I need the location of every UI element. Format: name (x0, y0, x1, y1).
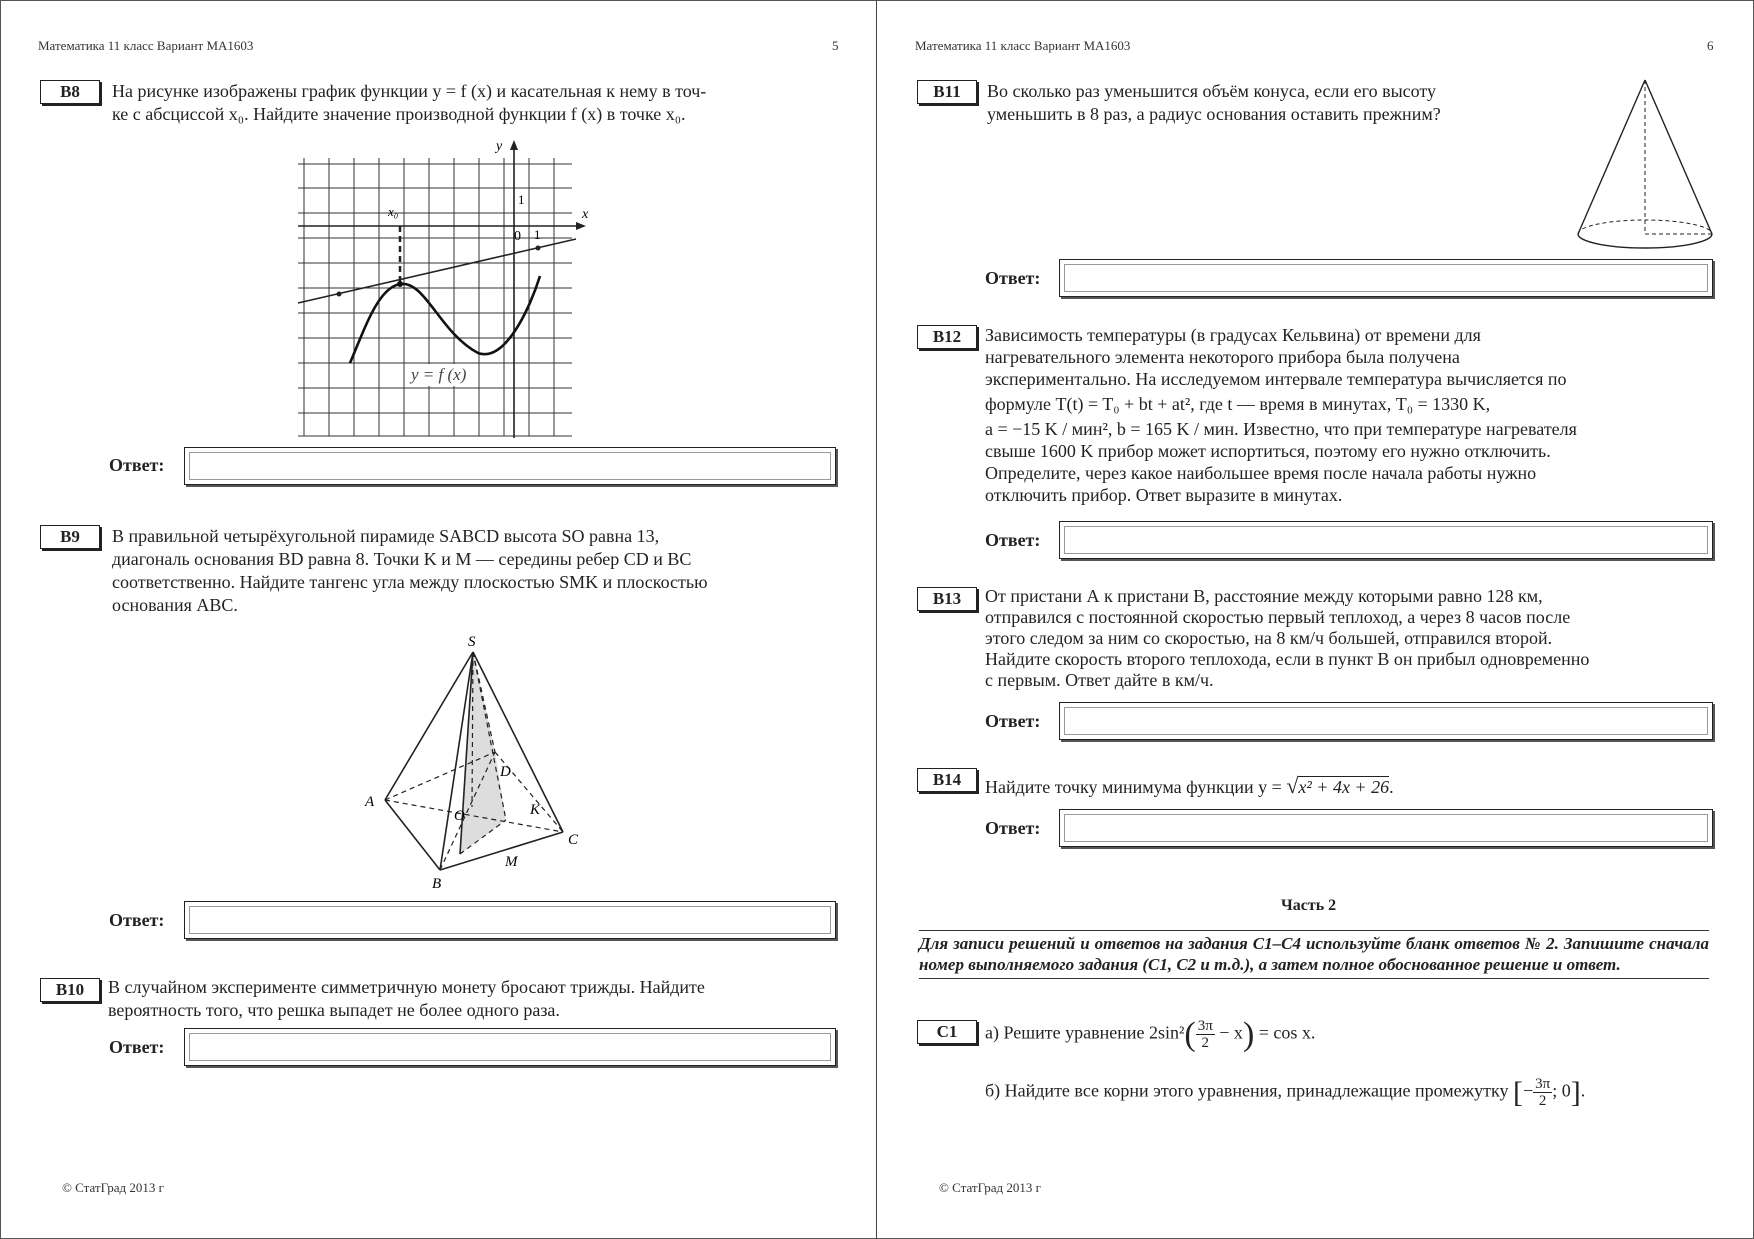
task-text-line: нагревательного элемента некоторого прибора была получена (985, 347, 1460, 367)
y-unit-label: 1 (518, 192, 525, 207)
c1a-text-pre: а) Решите уравнение 2sin² (985, 1022, 1185, 1043)
answer-input-b14[interactable] (1059, 809, 1713, 847)
task-text-line: Найдите скорость второго теплохода, если в пункт В он прибыл одновременно (985, 649, 1590, 669)
answer-input-b10[interactable] (184, 1028, 836, 1066)
task-text-b11 (987, 80, 1489, 126)
task-text-b9 (112, 525, 834, 617)
task-text-line: с первым. Ответ дайте в км/ч. (985, 670, 1214, 690)
point-label-M: M (505, 854, 518, 870)
c1a-text-post: = cos x. (1258, 1022, 1316, 1043)
task-text-b14 (985, 774, 1715, 799)
answer-input-b12[interactable] (1059, 521, 1713, 559)
y-axis-label: y (496, 139, 503, 154)
task-text-line: этого следом за ним со скоростью, на 8 км/ч большей, отправился второй. (985, 628, 1553, 648)
page-footer: © СтатГрад 2013 г (939, 1180, 1041, 1195)
part2-instructions: Для записи решений и ответов на задания C1–C4 используйте бланк ответов № 2. Запишите сначала номер выполняемого задания (C1, C2 и т.д.), а затем полное обоснованное решение и ответ. (919, 930, 1709, 979)
answer-label-b8: Ответ: (109, 455, 165, 475)
answer-label-b11: Ответ: (985, 268, 1041, 288)
paren-open: ( (1184, 1016, 1196, 1053)
cone-figure (1572, 76, 1722, 256)
task-text-c1a (985, 1018, 1715, 1051)
x-axis-label: x (582, 207, 589, 222)
task-text-b13 (985, 586, 1715, 691)
answer-input-b13[interactable] (1059, 702, 1713, 740)
c1b-text-pre: б) Найдите все корни этого уравнения, принадлежащие промежутку (985, 1080, 1509, 1101)
c1a-text-mid: − x (1219, 1022, 1243, 1043)
vertex-label-D: D (500, 764, 511, 780)
task-text-b10 (108, 976, 838, 1022)
task-label-b9: B9 (40, 525, 100, 549)
answer-label-b9: Ответ: (109, 910, 165, 930)
task-text-line: ке с абсциссой x₀. Найдите значение производной функции f (x) в точке x₀. (112, 104, 686, 124)
task-text-line: Определите, через какое наибольшее время после начала работы нужно (985, 463, 1537, 483)
point-label-K: K (530, 802, 541, 818)
task-text-line: вероятность того, что решка выпадет не более одного раза. (108, 1000, 560, 1020)
point-label-O: O (454, 808, 465, 824)
task-text-b8 (112, 80, 834, 126)
page-number: 6 (1707, 38, 1714, 53)
page-footer: © СтатГрад 2013 г (62, 1180, 164, 1195)
answer-input-b11[interactable] (1059, 259, 1713, 297)
bracket-open: [ (1512, 1076, 1523, 1109)
paren-close: ) (1242, 1016, 1255, 1053)
vertex-label-B: B (432, 876, 442, 892)
origin-label: 0 (514, 229, 521, 244)
task-text-line: На рисунке изображены график функции y = f (x) и касательная к нему в точ- (112, 81, 707, 101)
task-text-line: экспериментально. На исследуемом интервале температура вычисляется по (985, 369, 1567, 389)
answer-label-b14: Ответ: (985, 818, 1041, 838)
part2-title: Часть 2 (1281, 897, 1337, 914)
task-label-b13: B13 (917, 587, 977, 611)
task-text-line: соответственно. Найдите тангенс угла между плоскостью SMK и плоскостью (112, 572, 708, 592)
fraction-3pi-2 (1533, 1076, 1552, 1109)
left-page (0, 0, 876, 1239)
page-header: Математика 11 класс Вариант МА1603 (38, 38, 254, 53)
task-text-b12 (985, 324, 1715, 506)
task-text-line: Во сколько раз уменьшится объём конуса, если его высоту (987, 81, 1437, 101)
answer-input-b9[interactable] (184, 901, 836, 939)
task-text-line: Зависимость температуры (в градусах Кельвина) от времени для (985, 325, 1481, 345)
answer-label-b13: Ответ: (985, 711, 1041, 731)
task-text-c1b: б) Найдите все корни этого уравнения, принадлежащие промежутку [− $\frac{3\pi}{2}$ ; 0]. (985, 1076, 1586, 1109)
task-text-line: свыше 1600 K прибор может испортиться, поэтому его нужно отключить. (985, 441, 1551, 461)
x-unit-label: 1 (534, 227, 541, 242)
frac-den: 2 (1538, 1093, 1547, 1109)
answer-label-b12: Ответ: (985, 530, 1041, 550)
radicand: x² + 4x + 26 (1298, 777, 1390, 797)
task-text-line: отключить прибор. Ответ выразите в минутах. (985, 485, 1343, 505)
task-label-b8: B8 (40, 80, 100, 104)
interval-end: ; 0 (1552, 1080, 1571, 1101)
x0-label: x₀ (388, 204, 399, 219)
task-label-c1: C1 (917, 1020, 977, 1044)
task-text-line: В случайном эксперименте симметричную монету бросают трижды. Найдите (108, 977, 705, 997)
vertex-label-C: C (568, 832, 579, 848)
task-text-line: уменьшить в 8 раз, а радиус основания оставить прежним? (987, 104, 1441, 124)
page-number: 5 (832, 38, 839, 53)
frac-den: 2 (1201, 1035, 1209, 1051)
curve-label: y = f (x) (411, 365, 467, 384)
task-label-b11: B11 (917, 80, 977, 104)
task-text-line: диагональ основания BD равна 8. Точки K и M — середины ребер CD и BC (112, 549, 692, 569)
task-text-line: отправился с постоянной скоростью первый теплоход, а через 8 часов после (985, 607, 1571, 627)
task-text-line: От пристани А к пристани В, расстояние между которыми равно 128 км, (985, 586, 1543, 606)
frac-num: 3π (1535, 1076, 1551, 1092)
pyramid-figure (360, 622, 600, 892)
sqrt-sign: √ (1286, 773, 1299, 798)
task-text-line: основания ABC. (112, 595, 238, 615)
right-page (877, 0, 1754, 1239)
task-label-b14: B14 (917, 768, 977, 792)
task-text-line: В правильной четырёхугольной пирамиде SABCD высота SO равна 13, (112, 526, 660, 546)
b14-text-pre: Найдите точку минимума функции y = (985, 777, 1287, 797)
frac-num: 3π (1197, 1018, 1213, 1034)
page-header: Математика 11 класс Вариант МА1603 (915, 38, 1131, 53)
answer-label-b10: Ответ: (109, 1037, 165, 1057)
task-label-b10: B10 (40, 978, 100, 1002)
task-text-line: формуле T(t) = T₀ + bt + at², где t — время в минутах, T₀ = 1330 K, (985, 394, 1491, 414)
task-text-line: a = −15 K / мин², b = 165 K / мин. Известно, что при температуре нагревателя (985, 419, 1577, 439)
vertex-label-A: A (365, 794, 375, 810)
bracket-close: ] (1570, 1076, 1581, 1109)
fraction-3pi-2 (1196, 1018, 1215, 1051)
b14-text-post: . (1389, 777, 1394, 797)
vertex-label-S: S (468, 634, 476, 650)
frac-sign: − (1522, 1080, 1534, 1101)
function-graph (290, 138, 600, 438)
task-label-b12: B12 (917, 325, 977, 349)
answer-input-b8[interactable] (184, 447, 836, 485)
